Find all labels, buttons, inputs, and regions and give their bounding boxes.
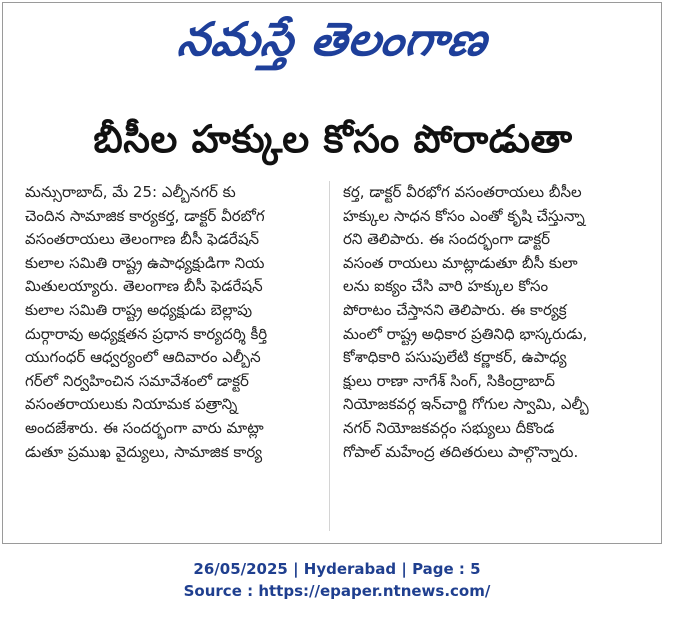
article-line: హక్కుల సాధన కోసం ఎంతో కృషి చేస్తున్నా <box>343 206 585 225</box>
article-line: కులాల సమితి రాష్ట్ర అధ్యక్షుడు బెల్లాపు <box>25 300 253 319</box>
article-line: కులాల సమితి రాష్ట్ర ఉపాధ్యక్షుడిగా నియ <box>25 253 265 272</box>
article-line: కోశాధికారి పసుపులేటి కర్ణాకర్, ఉపాధ్య <box>343 348 567 367</box>
article-line: వసంతరాయలు తెలంగాణ బీసీ ఫెడరేషన్ <box>25 230 260 249</box>
article-line: డుతూ ప్రముఖ వైద్యులు, సామాజిక కార్య <box>25 442 263 461</box>
article-line: అందజేశారు. ఈ సందర్భంగా వారు మాట్లా <box>25 418 264 437</box>
article-line: వసంత రాయలు మాట్లాడుతూ బీసీ కులా <box>343 253 578 272</box>
article-line: వసంతరాయలుకు నియామక పత్రాన్ని <box>25 395 238 414</box>
masthead-logo: నమస్తే తెలంగాణ <box>174 12 492 66</box>
footer-date-line: 26/05/2025 | Hyderabad | Page : 5 <box>193 560 481 578</box>
article-line: యుగంధర్ ఆధ్వర్యంలో ఆదివారం ఎల్బీన <box>25 348 261 367</box>
article-line: చెందిన సామాజిక కార్యకర్త, డాక్టర్ వీరబోగ <box>25 206 265 225</box>
article-line: లను ఐక్యం చేసి వారి హక్కుల కోసం <box>343 277 549 296</box>
article-column-right <box>343 181 641 464</box>
newspaper-clipping <box>2 2 662 544</box>
headline: బీసీల హక్కుల కోసం పోరాడుతా <box>93 117 573 161</box>
article-line: గోపాల్ మహేంద్ర తదితరులు పాల్గొన్నారు. <box>343 442 579 461</box>
article-column-left <box>25 181 323 464</box>
article-line: పోరాటం చేస్తానని తెలిపారు. ఈ కార్యక్ర <box>343 300 567 319</box>
article-line: మంలో రాష్ట్ర అధికార ప్రతినిధి భాస్కరుడు, <box>343 324 588 343</box>
article-line: రని తెలిపారు. ఈ సందర్భంగా డాక్టర్ <box>343 230 551 249</box>
article-line: మన్సురాబాద్, మే 25: ఎల్బీనగర్ కు <box>25 183 236 201</box>
article-line: నగర్ నియోజకవర్గం సభ్యులు దీకొండ <box>343 418 555 437</box>
article-line: మితులయ్యారు. తెలంగాణ బీసీ ఫెడరేషన్ <box>25 277 263 296</box>
footer-source-line: Source : https://epaper.ntnews.com/ <box>183 582 491 600</box>
article-line: కర్త, డాక్టర్ వీరభోగ వసంతరాయలు బీసీల <box>343 183 582 201</box>
article-line: నియోజకవర్గ ఇన్‌చార్జి గోగుల స్వామి, ఎల్బీ <box>343 395 589 414</box>
article-line: గర్‌లో నిర్వహించిన సమావేశంలో డాక్టర్ <box>25 371 249 390</box>
column-divider <box>329 181 330 531</box>
article-line: క్షులు రాణా నాగేశ్ సింగ్, సికింద్రాబాద్ <box>343 371 555 390</box>
article-line: దుర్గారావు అధ్యక్షతన ప్రధాన కార్యదర్శి కీర్తి <box>25 324 268 343</box>
